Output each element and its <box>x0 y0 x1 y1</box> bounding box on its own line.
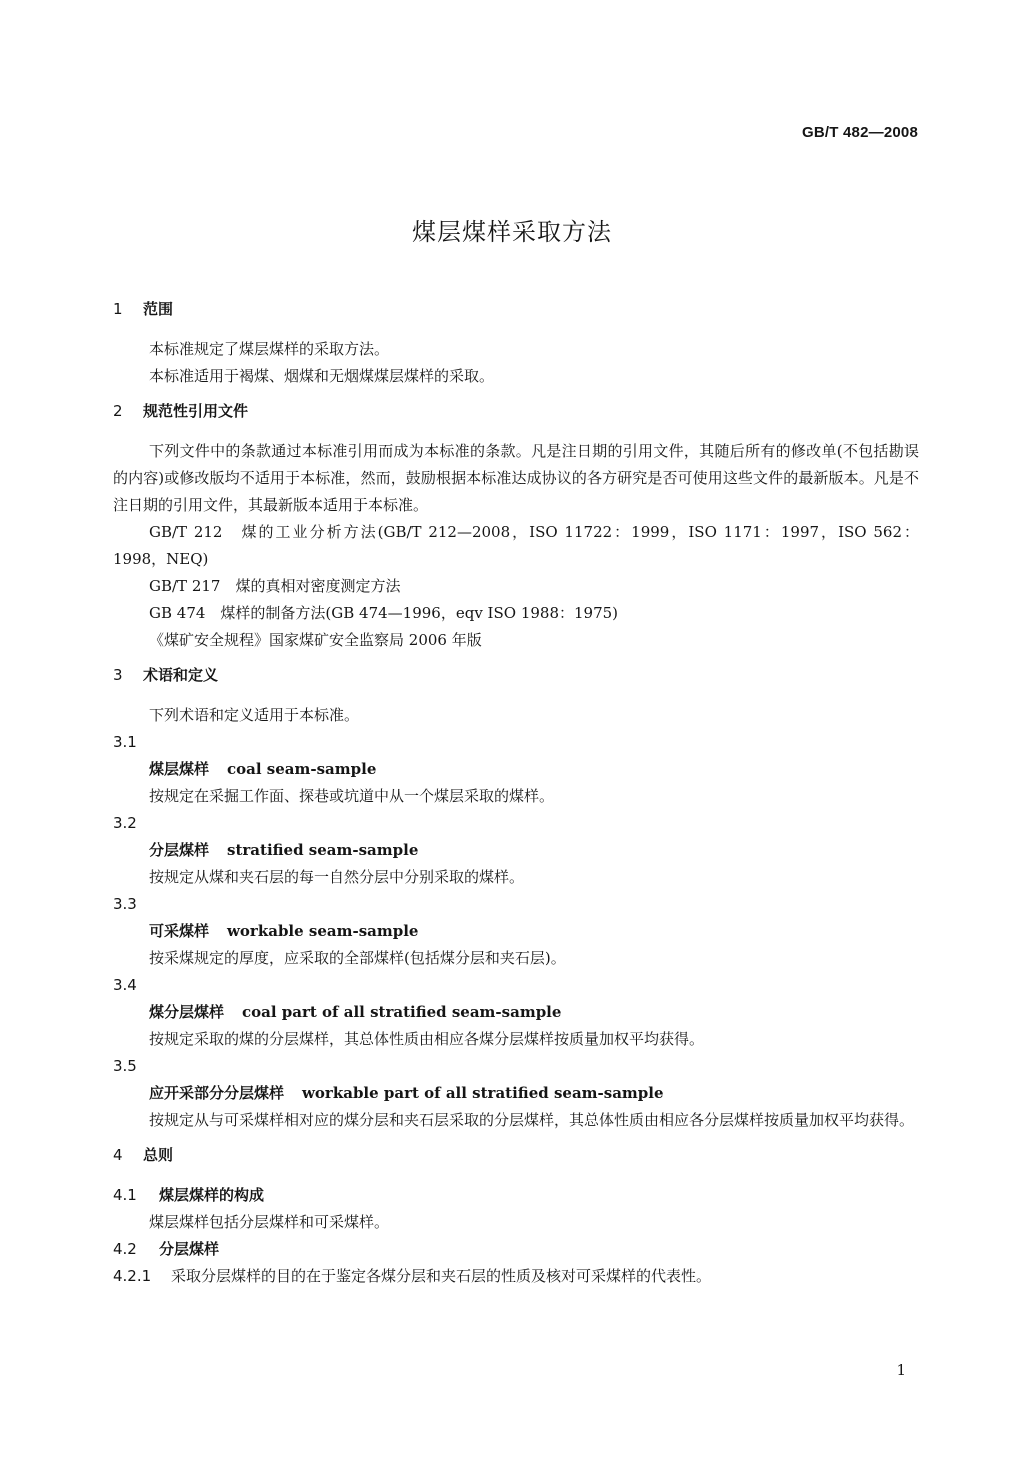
term-number: 3.1 <box>113 733 137 751</box>
term-number: 3.2 <box>113 814 137 832</box>
reference-item: GB/T 212 煤的工业分析方法(GB/T 212—2008，ISO 11722：1999，ISO 1171：1997，ISO 562：1998，NEQ) <box>113 523 919 568</box>
subsection-number: 4.1 <box>113 1186 137 1204</box>
subsection-heading <box>113 1182 919 1209</box>
paragraph: 煤层煤样包括分层煤样和可采煤样。 <box>149 1213 390 1231</box>
term-en: workable seam-sample <box>227 922 419 940</box>
term-entry <box>113 999 919 1026</box>
clause <box>113 1263 919 1290</box>
term-zh: 煤分层煤样 <box>149 1003 225 1021</box>
section-number: 3 <box>113 666 123 684</box>
section-title: 规范性引用文件 <box>143 402 249 420</box>
term-en: coal seam-sample <box>227 760 377 778</box>
section-number: 4 <box>113 1146 123 1164</box>
section-2-heading <box>113 398 919 425</box>
page-number: 1 <box>896 1361 906 1379</box>
subsection-title: 分层煤样 <box>159 1240 220 1258</box>
standard-code: GB/T 482—2008 <box>802 124 918 141</box>
section-3-heading <box>113 662 919 689</box>
term-definition: 按规定从与可采煤样相对应的煤分层和夹石层采取的分层煤样，其总体性质由相应各分层煤样按质量加权平均获得。 <box>149 1111 915 1129</box>
term-number: 3.3 <box>113 895 137 913</box>
section-title: 术语和定义 <box>143 666 219 684</box>
reference-item: 《煤矿安全规程》国家煤矿安全监察局 2006 年版 <box>149 631 482 649</box>
document-body <box>113 296 919 1290</box>
term-zh: 应开采部分分层煤样 <box>149 1084 285 1102</box>
paragraph: 本标准适用于褐煤、烟煤和无烟煤煤层煤样的采取。 <box>149 367 495 385</box>
clause-number: 4.2.1 <box>113 1267 152 1285</box>
section-4-heading <box>113 1142 919 1169</box>
section-1-heading <box>113 296 919 323</box>
term-definition: 按采煤规定的厚度，应采取的全部煤样(包括煤分层和夹石层)。 <box>149 949 566 967</box>
term-zh: 煤层煤样 <box>149 760 210 778</box>
term-entry <box>113 1080 919 1107</box>
term-definition: 按规定采取的煤的分层煤样，其总体性质由相应各煤分层煤样按质量加权平均获得。 <box>149 1030 705 1048</box>
paragraph: 下列文件中的条款通过本标准引用而成为本标准的条款。凡是注日期的引用文件，其随后所有的修改单(不包括勘误的内容)或修改版均不适用于本标准，然而，鼓励根据本标准达成协议的各方研究是否可使用这些文件的最新版本。凡是不注日期的引用文件，其最新版本适用于本标准。 <box>113 442 919 514</box>
term-zh: 分层煤样 <box>149 841 210 859</box>
term-entry <box>113 837 919 864</box>
document-title: 煤层煤样采取方法 <box>412 218 612 246</box>
paragraph: 下列术语和定义适用于本标准。 <box>149 706 360 724</box>
subsection-title: 煤层煤样的构成 <box>159 1186 265 1204</box>
reference-item: GB 474 煤样的制备方法(GB 474—1996，eqv ISO 1988：1975) <box>149 604 619 622</box>
term-entry <box>113 756 919 783</box>
reference-item: GB/T 217 煤的真相对密度测定方法 <box>149 577 401 595</box>
term-definition: 按规定从煤和夹石层的每一自然分层中分别采取的煤样。 <box>149 868 525 886</box>
term-en: coal part of all stratified seam-sample <box>242 1003 562 1021</box>
subsection-number: 4.2 <box>113 1240 137 1258</box>
section-number: 2 <box>113 402 123 420</box>
term-number: 3.4 <box>113 976 137 994</box>
term-en: workable part of all stratified seam-sample <box>302 1084 664 1102</box>
section-number: 1 <box>113 300 123 318</box>
paragraph: 本标准规定了煤层煤样的采取方法。 <box>149 340 390 358</box>
section-title: 范围 <box>143 300 174 318</box>
term-definition: 按规定在采掘工作面、探巷或坑道中从一个煤层采取的煤样。 <box>149 787 555 805</box>
clause-text: 采取分层煤样的目的在于鉴定各煤分层和夹石层的性质及核对可采煤样的代表性。 <box>171 1267 712 1285</box>
section-title: 总则 <box>143 1146 174 1164</box>
term-number: 3.5 <box>113 1057 137 1075</box>
term-zh: 可采煤样 <box>149 922 210 940</box>
term-en: stratified seam-sample <box>227 841 419 859</box>
subsection-heading <box>113 1236 919 1263</box>
term-entry <box>113 918 919 945</box>
